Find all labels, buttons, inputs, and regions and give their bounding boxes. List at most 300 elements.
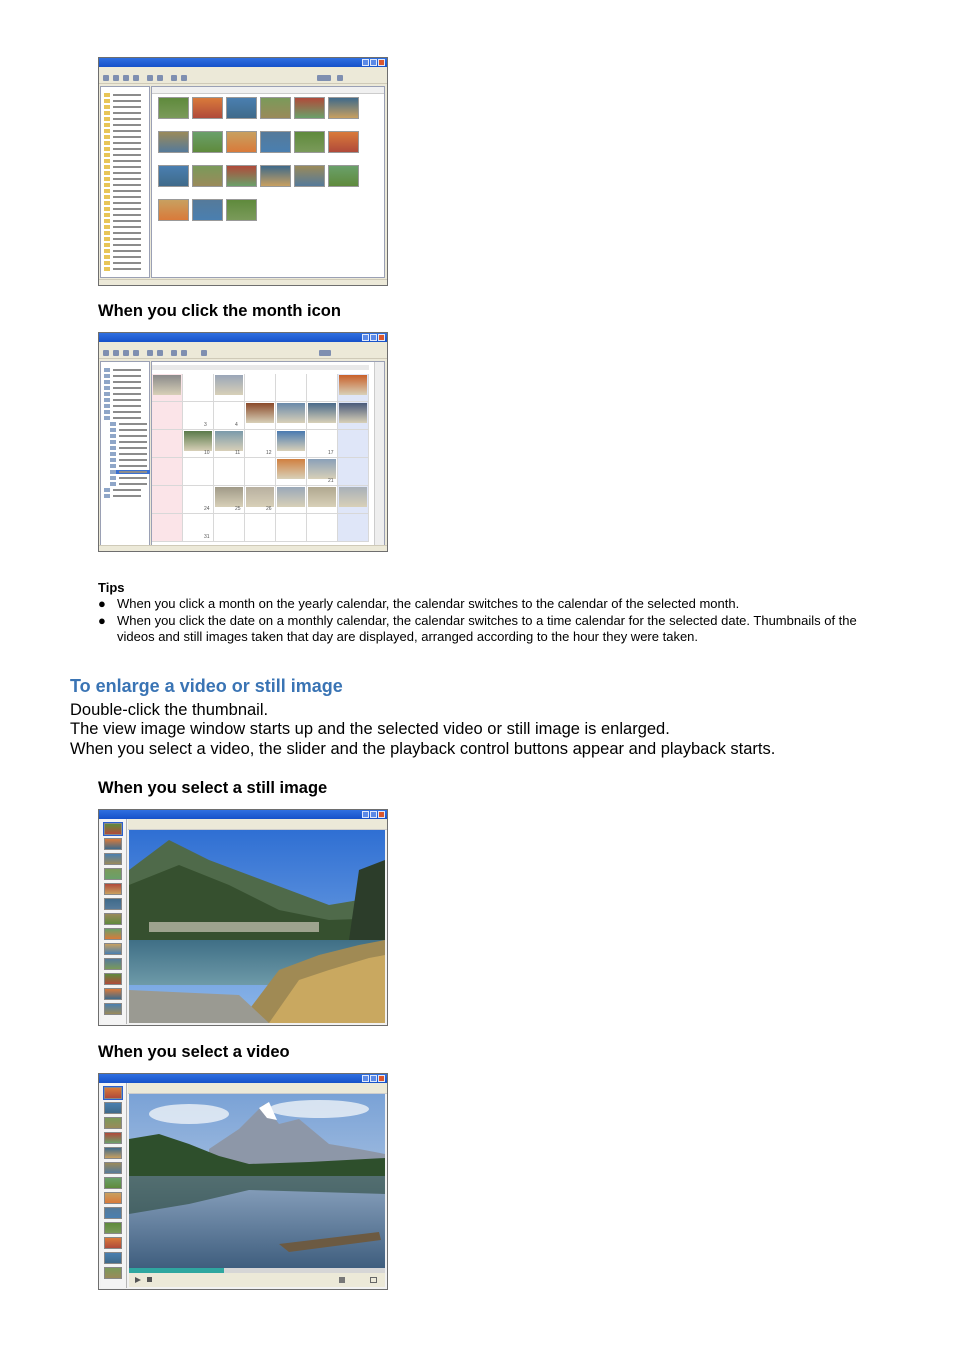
photo-thumbnail[interactable] <box>226 131 257 153</box>
folder-tree-item[interactable] <box>104 123 144 127</box>
calendar-icon <box>110 428 116 432</box>
folder-icon <box>104 147 110 151</box>
folder-label <box>113 94 141 96</box>
photo-thumbnail[interactable] <box>328 97 359 119</box>
calendar-tree-item[interactable] <box>110 452 150 456</box>
year-month-tree <box>100 361 150 546</box>
calendar-day-cell[interactable] <box>307 402 338 430</box>
folder-view-screenshot <box>98 57 388 286</box>
folder-label <box>113 250 141 252</box>
maximize-icon <box>370 811 377 818</box>
tips-title: Tips <box>98 580 125 595</box>
folder-label <box>113 220 141 222</box>
folder-tree-item[interactable] <box>104 177 144 181</box>
calendar-day-cell[interactable] <box>183 374 214 402</box>
folder-icon <box>104 201 110 205</box>
calendar-tree-item[interactable] <box>104 494 144 498</box>
calendar-label <box>119 435 147 437</box>
folder-icon <box>104 225 110 229</box>
calendar-pane <box>151 361 385 546</box>
fullscreen-icon[interactable] <box>370 1277 377 1283</box>
tip-text: When you click the date on a monthly calendar, the calendar switches to a time calendar for the selected date. Thumbnails of the videos and still images taken that day are displayed, arranged according to the hour they were taken. <box>117 613 857 644</box>
thumbnail-pane <box>151 86 385 278</box>
filmstrip-thumbnail[interactable] <box>104 868 122 880</box>
calendar-date-number: 25 <box>235 506 241 512</box>
window-titlebar <box>99 58 387 67</box>
filmstrip-thumbnail[interactable] <box>104 853 122 865</box>
calendar-icon <box>110 482 116 486</box>
calendar-icon <box>110 440 116 444</box>
calendar-tree-item[interactable] <box>104 374 144 378</box>
folder-label <box>113 184 141 186</box>
folder-tree-item[interactable] <box>104 219 144 223</box>
filmstrip-thumbnail[interactable] <box>104 973 122 985</box>
calendar-day-cell[interactable] <box>276 402 307 430</box>
folder-label <box>113 154 141 156</box>
folder-label <box>113 166 141 168</box>
folder-icon <box>104 165 110 169</box>
photo-thumbnail[interactable] <box>294 131 325 153</box>
calendar-photo-thumbnail[interactable] <box>339 403 367 423</box>
filmstrip-thumbnail[interactable] <box>104 913 122 925</box>
calendar-day-cell[interactable] <box>152 402 183 430</box>
photo-thumbnail[interactable] <box>260 131 291 153</box>
filmstrip-thumbnail[interactable] <box>104 1003 122 1015</box>
calendar-photo-thumbnail[interactable] <box>277 459 305 479</box>
folder-icon <box>104 183 110 187</box>
photo-thumbnail[interactable] <box>158 199 189 221</box>
calendar-photo-thumbnail[interactable] <box>215 375 243 395</box>
folder-icon <box>104 237 110 241</box>
calendar-date-number: 12 <box>266 450 272 456</box>
photo-thumbnail[interactable] <box>192 165 223 187</box>
calendar-tree-item[interactable] <box>110 428 150 432</box>
calendar-day-cell[interactable] <box>214 514 245 542</box>
folder-tree-item[interactable] <box>104 225 144 229</box>
calendar-label <box>113 495 141 497</box>
caption-video: When you select a video <box>98 1043 290 1061</box>
calendar-tree-item[interactable] <box>104 410 144 414</box>
calendar-day-cell[interactable] <box>276 514 307 542</box>
calendar-day-cell[interactable] <box>214 402 245 430</box>
folder-tree-item[interactable] <box>104 117 144 121</box>
filmstrip-thumbnail[interactable] <box>104 823 122 835</box>
calendar-icon <box>110 458 116 462</box>
paragraph: Double-click the thumbnail. <box>70 701 269 719</box>
weekday-header <box>214 365 245 370</box>
calendar-icon <box>110 476 116 480</box>
folder-tree-item[interactable] <box>104 99 144 103</box>
filmstrip-thumbnail[interactable] <box>104 1192 122 1204</box>
photo-thumbnail[interactable] <box>328 165 359 187</box>
filmstrip-thumbnail[interactable] <box>104 898 122 910</box>
photo-thumbnail[interactable] <box>294 165 325 187</box>
folder-label <box>113 226 141 228</box>
photo-thumbnail[interactable] <box>158 165 189 187</box>
folder-tree-item[interactable] <box>104 255 144 259</box>
calendar-icon <box>104 386 110 390</box>
calendar-photo-thumbnail[interactable] <box>277 487 305 507</box>
folder-icon <box>104 159 110 163</box>
folder-tree-item[interactable] <box>104 183 144 187</box>
calendar-date-number: 26 <box>266 506 272 512</box>
filmstrip-thumbnail[interactable] <box>104 1207 122 1219</box>
folder-label <box>113 148 141 150</box>
calendar-label <box>113 369 141 371</box>
filmstrip-thumbnail[interactable] <box>104 838 122 850</box>
calendar-day-cell[interactable] <box>245 374 276 402</box>
folder-icon <box>104 207 110 211</box>
calendar-day-cell[interactable] <box>338 514 369 542</box>
calendar-label <box>119 477 147 479</box>
calendar-day-cell[interactable] <box>183 458 214 486</box>
calendar-tree-item[interactable] <box>104 398 144 402</box>
folder-icon <box>104 153 110 157</box>
calendar-day-cell[interactable] <box>276 430 307 458</box>
calendar-tree-item[interactable] <box>104 380 144 384</box>
calendar-icon <box>104 416 110 420</box>
photo-thumbnail[interactable] <box>226 165 257 187</box>
calendar-icon <box>110 470 116 474</box>
tip-item <box>98 596 898 612</box>
folder-icon <box>104 231 110 235</box>
calendar-icon <box>104 398 110 402</box>
folder-tree-item[interactable] <box>104 147 144 151</box>
filmstrip-thumbnail[interactable] <box>104 1087 122 1099</box>
folder-icon <box>104 129 110 133</box>
folder-tree-item[interactable] <box>104 141 144 145</box>
calendar-tree-item[interactable] <box>104 392 144 396</box>
maximize-icon <box>370 334 377 341</box>
tip-item <box>98 613 898 645</box>
calendar-tree-item[interactable] <box>110 476 150 480</box>
folder-tree-item[interactable] <box>104 243 144 247</box>
calendar-day-cell[interactable] <box>152 514 183 542</box>
minimize-icon <box>362 1075 369 1082</box>
calendar-icon <box>110 464 116 468</box>
calendar-label <box>113 381 141 383</box>
calendar-photo-thumbnail[interactable] <box>246 487 274 507</box>
calendar-label <box>113 387 141 389</box>
calendar-date-number: 31 <box>204 534 210 540</box>
viewer-toolbar <box>128 819 387 830</box>
calendar-photo-thumbnail[interactable] <box>308 403 336 423</box>
photo-thumbnail[interactable] <box>226 199 257 221</box>
calendar-day-cell[interactable] <box>183 402 214 430</box>
folder-icon <box>104 195 110 199</box>
folder-tree-item[interactable] <box>104 207 144 211</box>
calendar-date-number: 11 <box>235 450 241 456</box>
play-icon[interactable] <box>135 1277 141 1283</box>
calendar-tree-item[interactable] <box>110 422 150 426</box>
folder-icon <box>104 219 110 223</box>
folder-tree-item[interactable] <box>104 267 144 271</box>
folder-tree-item[interactable] <box>104 189 144 193</box>
calendar-day-cell[interactable] <box>338 374 369 402</box>
photo-thumbnail[interactable] <box>192 199 223 221</box>
folder-icon <box>104 111 110 115</box>
calendar-label <box>113 393 141 395</box>
calendar-icon <box>110 422 116 426</box>
thumbnail-strip <box>101 1083 127 1288</box>
filmstrip-thumbnail[interactable] <box>104 1147 122 1159</box>
folder-label <box>113 118 141 120</box>
folder-tree-item[interactable] <box>104 213 144 217</box>
calendar-photo-thumbnail[interactable] <box>246 403 274 423</box>
photo-thumbnail[interactable] <box>328 131 359 153</box>
calendar-photo-thumbnail[interactable] <box>308 487 336 507</box>
calendar-day-cell[interactable] <box>276 374 307 402</box>
folder-icon <box>104 267 110 271</box>
calendar-day-cell[interactable] <box>214 430 245 458</box>
playback-controls <box>129 1273 385 1287</box>
calendar-day-cell[interactable] <box>214 374 245 402</box>
calendar-photo-thumbnail[interactable] <box>215 431 243 451</box>
weekday-header <box>152 365 183 370</box>
folder-label <box>113 130 141 132</box>
calendar-photo-thumbnail[interactable] <box>184 431 212 451</box>
window-titlebar <box>99 1074 387 1083</box>
filmstrip-thumbnail[interactable] <box>104 1102 122 1114</box>
filmstrip-thumbnail[interactable] <box>104 958 122 970</box>
folder-tree-item[interactable] <box>104 249 144 253</box>
photo-thumbnail[interactable] <box>260 165 291 187</box>
folder-tree-item[interactable] <box>104 165 144 169</box>
calendar-tree-item[interactable] <box>110 470 150 474</box>
folder-tree-item[interactable] <box>104 153 144 157</box>
folder-icon <box>104 135 110 139</box>
calendar-label <box>119 423 147 425</box>
calendar-label <box>119 465 147 467</box>
folder-label <box>113 142 141 144</box>
filmstrip-thumbnail[interactable] <box>104 1177 122 1189</box>
maximize-icon <box>370 1075 377 1082</box>
folder-label <box>113 208 141 210</box>
calendar-day-cell[interactable] <box>152 486 183 514</box>
folder-tree-item[interactable] <box>104 105 144 109</box>
calendar-icon <box>104 374 110 378</box>
calendar-date-number: 17 <box>328 450 334 456</box>
calendar-day-cell[interactable] <box>276 486 307 514</box>
calendar-tree-item[interactable] <box>104 368 144 372</box>
calendar-label <box>113 405 141 407</box>
calendar-tree-item[interactable] <box>104 404 144 408</box>
folder-tree-item[interactable] <box>104 201 144 205</box>
section-heading: To enlarge a video or still image <box>70 676 343 696</box>
close-icon <box>378 811 385 818</box>
calendar-day-cell[interactable] <box>245 458 276 486</box>
photo-thumbnail[interactable] <box>260 97 291 119</box>
folder-label <box>113 106 141 108</box>
monthly-calendar-screenshot <box>98 332 388 552</box>
photo-thumbnail[interactable] <box>294 97 325 119</box>
folder-icon <box>104 99 110 103</box>
filmstrip-thumbnail[interactable] <box>104 1117 122 1129</box>
folder-icon <box>104 141 110 145</box>
calendar-day-cell[interactable] <box>152 430 183 458</box>
folder-tree-item[interactable] <box>104 237 144 241</box>
calendar-date-number: 24 <box>204 506 210 512</box>
folder-tree-item[interactable] <box>104 135 144 139</box>
folder-icon <box>104 261 110 265</box>
filmstrip-thumbnail[interactable] <box>104 1132 122 1144</box>
folder-tree-item[interactable] <box>104 261 144 265</box>
filmstrip-thumbnail[interactable] <box>104 1222 122 1234</box>
calendar-day-cell[interactable] <box>338 402 369 430</box>
calendar-photo-thumbnail[interactable] <box>215 487 243 507</box>
paragraph: The view image window starts up and the selected video or still image is enlarged. <box>70 720 670 738</box>
tip-text: When you click a month on the yearly calendar, the calendar switches to the calendar of the selected month. <box>117 596 740 611</box>
calendar-day-cell[interactable] <box>338 458 369 486</box>
photo-thumbnail[interactable] <box>226 97 257 119</box>
folder-tree <box>100 86 150 278</box>
folder-icon <box>104 117 110 121</box>
filmstrip-thumbnail[interactable] <box>104 988 122 1000</box>
calendar-date-number: 4 <box>235 422 238 428</box>
still-image-photo <box>129 830 385 1023</box>
calendar-tree-item[interactable] <box>110 458 150 462</box>
folder-icon <box>104 249 110 253</box>
calendar-label <box>119 429 147 431</box>
filmstrip-thumbnail[interactable] <box>104 1252 122 1264</box>
folder-label <box>113 214 141 216</box>
calendar-day-cell[interactable] <box>307 514 338 542</box>
calendar-label <box>119 447 147 449</box>
calendar-day-cell[interactable] <box>338 430 369 458</box>
calendar-photo-thumbnail[interactable] <box>308 459 336 479</box>
calendar-day-cell[interactable] <box>338 486 369 514</box>
caption-still-image: When you select a still image <box>98 779 328 797</box>
calendar-tree-item[interactable] <box>104 386 144 390</box>
folder-tree-item[interactable] <box>104 111 144 115</box>
folder-tree-item[interactable] <box>104 171 144 175</box>
folder-label <box>113 244 141 246</box>
folder-icon <box>104 255 110 259</box>
folder-label <box>113 196 141 198</box>
calendar-day-cell[interactable] <box>152 458 183 486</box>
folder-label <box>113 100 141 102</box>
calendar-label <box>119 441 147 443</box>
calendar-label <box>119 483 147 485</box>
status-bar <box>99 279 387 285</box>
calendar-label <box>113 489 141 491</box>
filmstrip-thumbnail[interactable] <box>104 928 122 940</box>
folder-icon <box>104 189 110 193</box>
calendar-day-cell[interactable] <box>276 458 307 486</box>
calendar-icon <box>104 380 110 384</box>
folder-label <box>113 232 141 234</box>
calendar-photo-thumbnail[interactable] <box>339 487 367 507</box>
video-viewer-screenshot <box>98 1073 388 1290</box>
folder-icon <box>104 243 110 247</box>
photo-thumbnail[interactable] <box>158 131 189 153</box>
maximize-icon <box>370 59 377 66</box>
minimize-icon <box>362 334 369 341</box>
filmstrip-thumbnail[interactable] <box>104 943 122 955</box>
stop-icon[interactable] <box>147 1277 152 1282</box>
video-frame-photo <box>129 1094 385 1268</box>
toolbar <box>99 348 387 359</box>
folder-tree-item[interactable] <box>104 129 144 133</box>
calendar-icon <box>104 488 110 492</box>
calendar-tree-item[interactable] <box>110 440 150 444</box>
folder-label <box>113 172 141 174</box>
calendar-icon <box>104 494 110 498</box>
filmstrip-thumbnail[interactable] <box>104 1237 122 1249</box>
weekday-header <box>276 365 307 370</box>
folder-tree-item[interactable] <box>104 159 144 163</box>
caption-month-icon: When you click the month icon <box>98 302 341 320</box>
close-icon <box>378 59 385 66</box>
calendar-photo-thumbnail[interactable] <box>339 375 367 395</box>
folder-tree-item[interactable] <box>104 231 144 235</box>
filmstrip-thumbnail[interactable] <box>104 1162 122 1174</box>
calendar-tree-item[interactable] <box>110 482 150 486</box>
minimize-icon <box>362 811 369 818</box>
folder-icon <box>104 105 110 109</box>
calendar-photo-thumbnail[interactable] <box>277 431 305 451</box>
calendar-day-cell[interactable] <box>245 402 276 430</box>
calendar-icon <box>104 410 110 414</box>
folder-tree-item[interactable] <box>104 93 144 97</box>
viewer-toolbar <box>128 1083 387 1094</box>
folder-icon <box>104 123 110 127</box>
bullet-icon: ● <box>98 613 106 628</box>
volume-icon[interactable] <box>339 1277 345 1283</box>
calendar-icon <box>104 392 110 396</box>
photo-thumbnail[interactable] <box>158 97 189 119</box>
filmstrip-thumbnail[interactable] <box>104 1267 122 1279</box>
calendar-label <box>113 375 141 377</box>
window-titlebar <box>99 333 387 342</box>
calendar-tree-item[interactable] <box>110 446 150 450</box>
bullet-icon: ● <box>98 596 106 611</box>
paragraph: When you select a video, the slider and the playback control buttons appear and playback starts. <box>70 740 776 758</box>
calendar-day-cell[interactable] <box>307 486 338 514</box>
photo-thumbnail[interactable] <box>192 97 223 119</box>
folder-label <box>113 160 141 162</box>
weekday-header <box>245 365 276 370</box>
calendar-icon <box>104 368 110 372</box>
folder-tree-item[interactable] <box>104 195 144 199</box>
calendar-tree-item[interactable] <box>104 416 144 420</box>
folder-label <box>113 202 141 204</box>
filmstrip-thumbnail[interactable] <box>104 883 122 895</box>
folder-label <box>113 178 141 180</box>
weekday-header <box>183 365 214 370</box>
calendar-photo-thumbnail[interactable] <box>153 375 181 395</box>
calendar-tree-item[interactable] <box>104 488 144 492</box>
calendar-day-cell[interactable] <box>307 374 338 402</box>
calendar-date-number: 3 <box>204 422 207 428</box>
calendar-scrollbar[interactable] <box>374 362 384 545</box>
folder-label <box>113 112 141 114</box>
calendar-day-cell[interactable] <box>245 514 276 542</box>
calendar-day-cell[interactable] <box>152 374 183 402</box>
calendar-label <box>119 459 147 461</box>
calendar-icon <box>104 404 110 408</box>
status-bar <box>99 545 387 551</box>
calendar-icon <box>110 452 116 456</box>
calendar-photo-thumbnail[interactable] <box>277 403 305 423</box>
calendar-day-cell[interactable] <box>214 458 245 486</box>
minimize-icon <box>362 59 369 66</box>
calendar-tree-item[interactable] <box>110 434 150 438</box>
close-icon <box>378 1075 385 1082</box>
calendar-label <box>113 417 141 419</box>
photo-thumbnail[interactable] <box>192 131 223 153</box>
calendar-tree-item[interactable] <box>110 464 150 468</box>
